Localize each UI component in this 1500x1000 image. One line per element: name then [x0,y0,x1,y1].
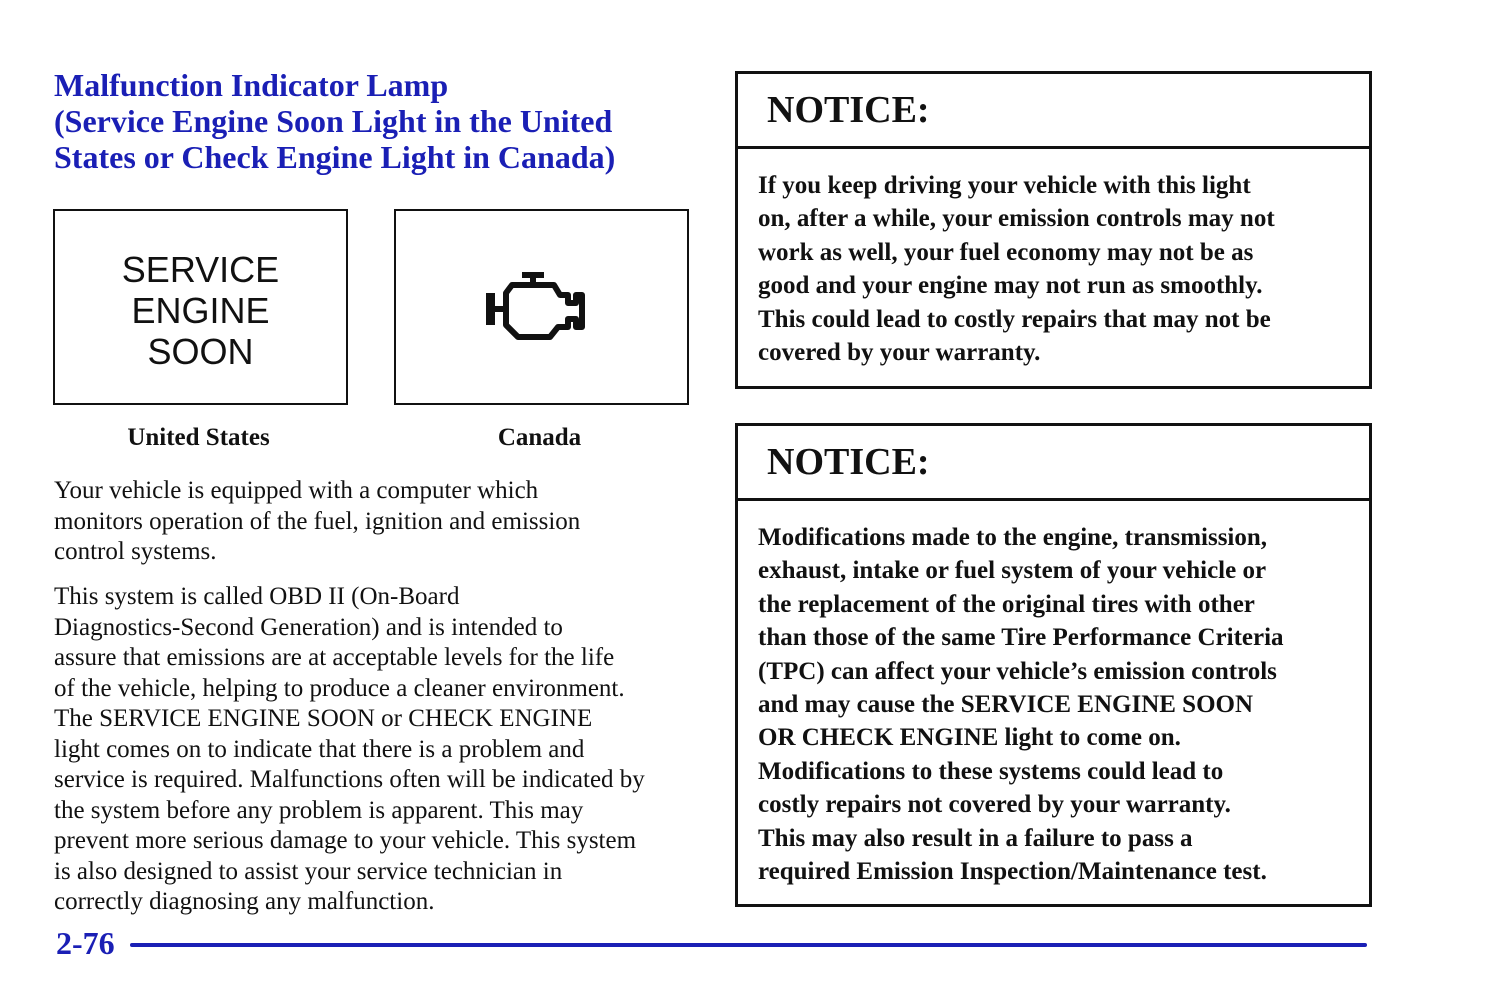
lamp-label: SERVICE ENGINE SOON [121,249,280,372]
notice-box-2 [735,423,1372,907]
page-number: 2-76 [56,925,115,961]
caption-united-states: United States [127,424,270,451]
service-engine-soon-lamp [53,209,348,405]
notice-title: NOTICE: [738,74,1369,149]
caption-canada: Canada [497,424,582,451]
footer-rule [130,943,1367,947]
body-paragraph-2: This system is called OBD II (On-Board Diagnostics-Second Generation) and is intended to assure that emissions are at acceptable levels for the life of the vehicle, helping to produce a cleaner environment. The SERVICE ENGINE SOON or CHECK ENGINE light comes on to indicate that there is a problem and service is required. Malfunctions often will be indicated by the system before any problem is apparent. This may prevent more serious damage to your vehicle. This system is also designed to assist your service technician in correctly diagnosing any malfunction. [54,583,645,915]
notice-text: If you keep driving your vehicle with this light on, after a while, your emission controls may not work as well, your fuel economy may not be as good and your engine may not run as smoothly. This could lead to costly repairs that may not be covered by your warranty. [758,172,1275,367]
section-heading: Malfunction Indicator Lamp (Service Engine Soon Light in the United States or Check Engine Light in Canada) [54,67,616,175]
notice-text: Modifications made to the engine, transmission, exhaust, intake or fuel system of your vehicle or the replacement of the original tires with other than those of the same Tire Performance Criteria (TPC) can affect your vehicle’s emission controls and may cause the SERVICE ENGINE SOON OR CHECK ENGINE light to come on. Modifications to these systems could lead to costly repairs not covered by your warranty. This may also result in a failure to pass a required Emission Inspection/Maintenance test. [758,524,1284,886]
check-engine-lamp [394,209,689,405]
body-paragraph-1: Your vehicle is equipped with a computer which monitors operation of the fuel, ignition and emission control systems. [54,477,581,565]
notice-title: NOTICE: [738,426,1369,501]
notice-box-1 [735,71,1372,389]
engine-icon [484,271,600,341]
